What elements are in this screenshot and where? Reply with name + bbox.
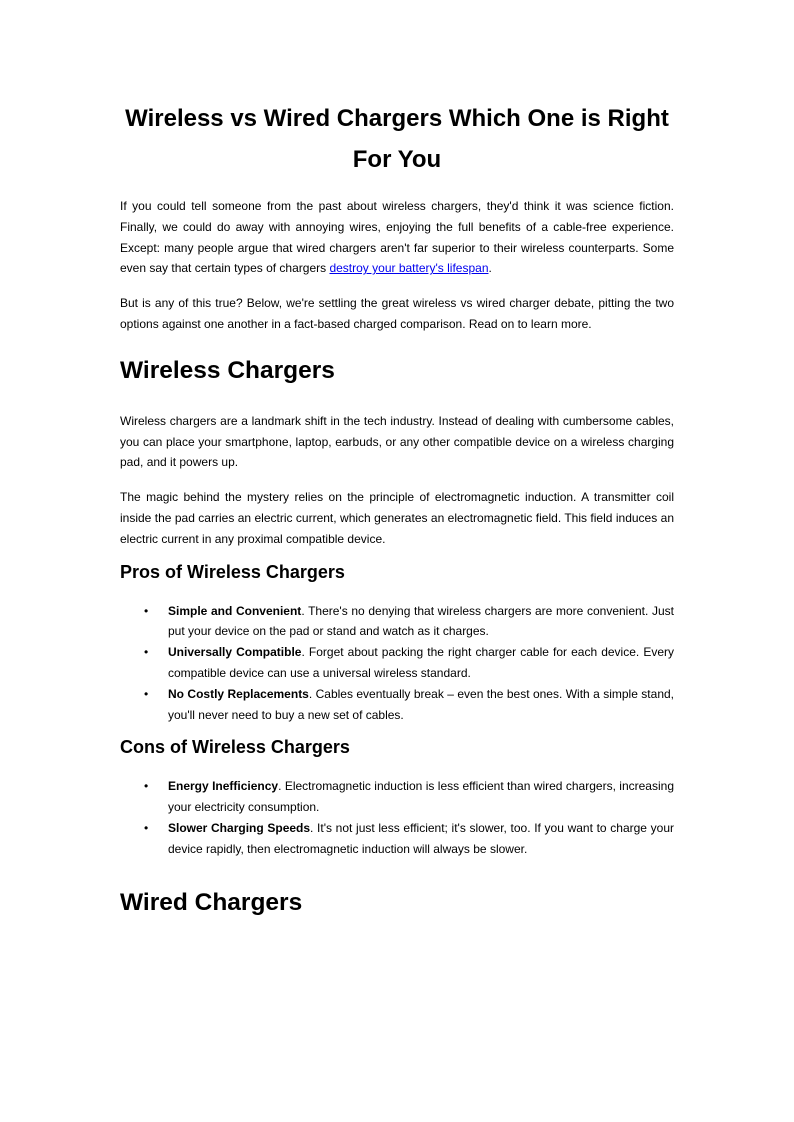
- pros-list-item: [120, 642, 674, 684]
- document-page: [120, 98, 674, 925]
- pros-item-title: No Costly Replacements: [168, 686, 309, 701]
- bullet-icon: •: [144, 779, 149, 794]
- bullet-icon: •: [144, 820, 149, 835]
- bullet-icon: •: [144, 686, 149, 701]
- pros-list: [120, 601, 674, 726]
- wireless-chargers-heading: Wireless Chargers: [120, 356, 335, 384]
- wireless-paragraph-1: Wireless chargers are a landmark shift in the tech industry. Instead of dealing with cumbersome cables, you can place your smartphone, laptop, earbuds, or any other compatible device on a wireless charging pad, and it powers up.: [120, 413, 674, 470]
- cons-list-item: [120, 776, 674, 818]
- cons-list: [120, 776, 674, 859]
- pros-item-title: Universally Compatible: [168, 645, 302, 660]
- pros-heading: Pros of Wireless Chargers: [120, 561, 345, 582]
- wireless-paragraph-2: The magic behind the mystery relies on the principle of electromagnetic induction. A transmitter coil inside the pad carries an electric current, which generates an electromagnetic field. This field induces an electric current in any proximal compatible device.: [120, 490, 674, 546]
- cons-heading: Cons of Wireless Chargers: [120, 737, 350, 758]
- intro-paragraph-2: But is any of this true? Below, we're settling the great wireless vs wired charger debate, pitting the two options against one another in a fact-based charged comparison. Read on to learn more.: [120, 296, 674, 331]
- cons-item-text: . Electromagnetic induction is less efficient than wired chargers, increasing your electricity consumption.: [168, 779, 674, 815]
- pros-item-text: . Cables eventually break – even the best ones. With a simple stand, you'll never need to buy a new set of cables.: [168, 686, 675, 722]
- pros-list-item: [120, 601, 674, 643]
- pros-item-text: . There's no denying that wireless chargers are more convenient. Just put your device on the pad or stand and watch as it charges.: [168, 603, 675, 639]
- bullet-icon: •: [144, 645, 149, 660]
- pros-item-text: . Forget about packing the right charger cable for each device. Every compatible device can use a universal wireless standard.: [168, 645, 674, 680]
- bullet-icon: •: [144, 603, 149, 618]
- intro-paragraph-1: [120, 196, 674, 279]
- pros-list-item: [120, 684, 674, 726]
- cons-item-text: . It's not just less efficient; it's slower, too. If you want to charge your device rapidly, then electromagnetic induction will always be slower.: [168, 820, 674, 856]
- intro-paragraph-1-end: .: [488, 261, 492, 276]
- cons-item-title: Energy Inefficiency: [168, 779, 279, 794]
- document-title: Wireless vs Wired Chargers Which One is Right For You: [125, 105, 669, 173]
- wired-chargers-heading: Wired Chargers: [120, 888, 303, 916]
- cons-list-item: [120, 818, 674, 860]
- intro-paragraph-1-text: If you could tell someone from the past about wireless chargers, they'd think it was science fiction. Finally, we could do away with annoying wires, enjoying the full benefits of a cable-free experience. Except: many people argue that wired chargers aren't far superior to their wireless counterparts. Some even say that certain types of chargers: [120, 199, 674, 276]
- pros-item-title: Simple and Convenient: [168, 603, 302, 618]
- battery-lifespan-link[interactable]: destroy your battery's lifespan: [329, 261, 489, 276]
- cons-item-title: Slower Charging Speeds: [168, 820, 311, 835]
